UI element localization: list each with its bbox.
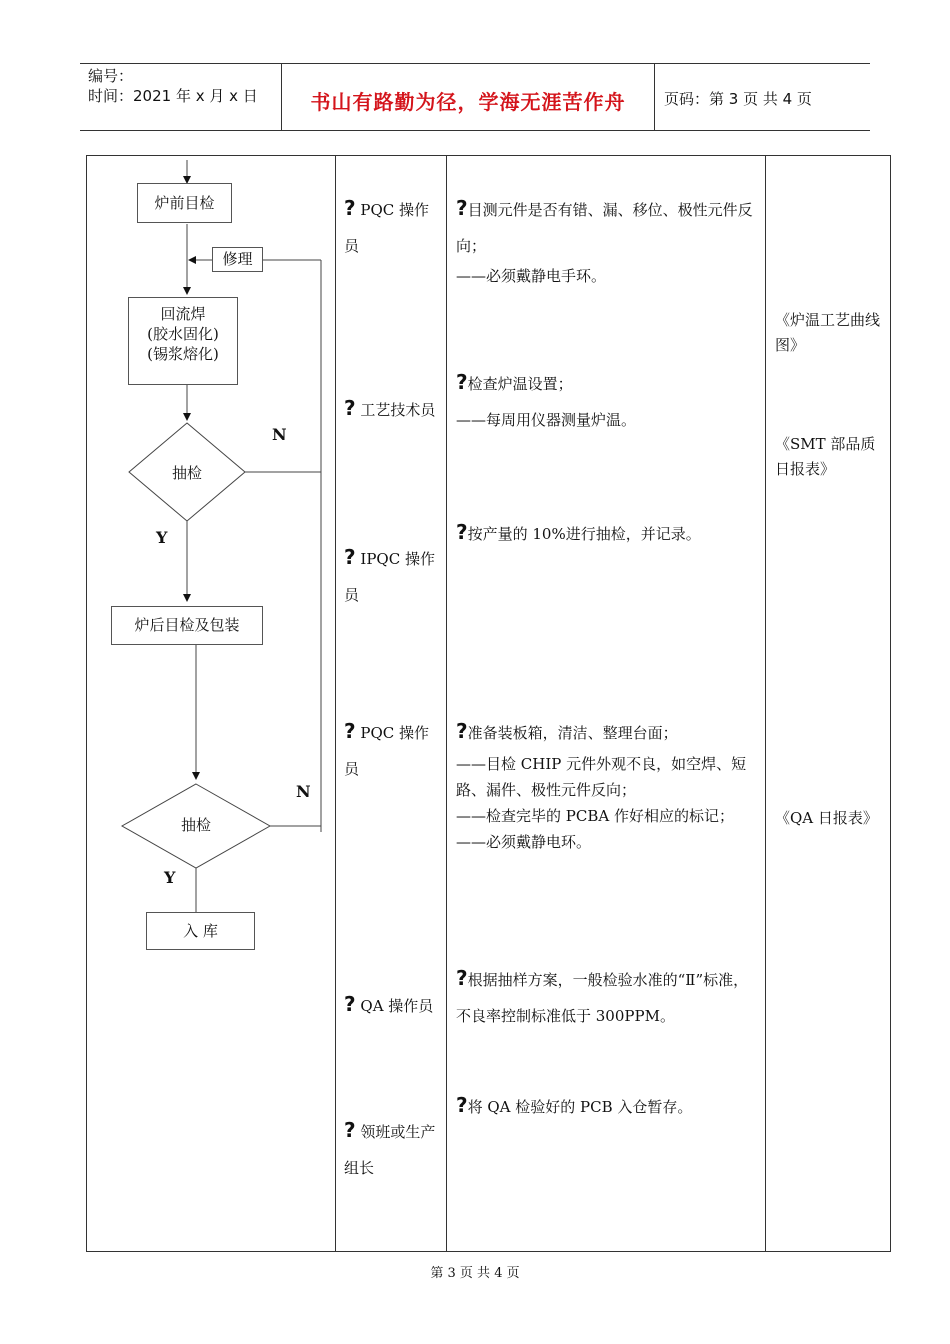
- no-label-2: N: [296, 782, 311, 801]
- reflow-glue-label: (胶水固化): [147, 325, 219, 343]
- role-cell-3: [344, 539, 440, 613]
- reflow-label: 回流焊: [160, 305, 206, 323]
- role-text: QA 操作员: [360, 997, 434, 1015]
- role-text: 领班或生产组长: [344, 1123, 436, 1177]
- question-glyph-icon: ?: [456, 196, 468, 220]
- role-text: PQC 操作员: [344, 724, 430, 778]
- question-glyph-icon: ?: [344, 719, 356, 743]
- content-line: ——必须戴静电手环。: [456, 267, 607, 285]
- content-cell-4: [456, 713, 760, 855]
- role-text: PQC 操作员: [344, 201, 430, 255]
- content-line: 将 QA 检验好的 PCB 入仓暂存。: [467, 1098, 693, 1116]
- content-cell-6: [456, 1087, 760, 1125]
- reflow-box: [128, 297, 238, 385]
- question-glyph-icon: ?: [456, 966, 468, 990]
- yes-label-1: Y: [156, 528, 168, 547]
- role-text: IPQC 操作员: [344, 550, 435, 604]
- content-line: ——目检 CHIP 元件外观不良，如空焊、短路、漏件、极性元件反向；: [456, 755, 747, 799]
- record-cell-3: 《SMT 部品质日报表》: [775, 435, 876, 478]
- reflow-paste-label: (锡浆熔化): [147, 345, 219, 363]
- content-cell-3: [456, 514, 760, 552]
- no-label-1: N: [272, 425, 287, 444]
- question-glyph-icon: ?: [344, 396, 356, 420]
- role-cell-5: [344, 986, 440, 1024]
- repair-label: 修理: [222, 250, 253, 268]
- pre-oven-check-label: 炉前目检: [154, 194, 215, 212]
- role-cell-2: [344, 390, 440, 428]
- content-line: ——必须戴静电环。: [456, 833, 592, 851]
- page-info: 页码：第 3 页 共 4 页: [664, 90, 812, 108]
- content-cell-2: [456, 364, 760, 438]
- question-glyph-icon: ?: [344, 545, 356, 569]
- repair-box: [212, 247, 263, 272]
- content-line: 准备装板箱，清洁、整理台面；: [467, 724, 678, 742]
- motto: 书山有路勤为径，学海无涯苦作舟: [310, 90, 626, 114]
- role-cell-1: [344, 190, 440, 264]
- role-cell-4: [344, 713, 440, 787]
- sampling-diamond-2: 抽检: [180, 816, 211, 834]
- question-glyph-icon: ?: [456, 370, 468, 394]
- content-cell-1: [456, 190, 760, 288]
- question-glyph-icon: ?: [344, 196, 356, 220]
- number-label: 编号：: [88, 67, 134, 85]
- question-glyph-icon: ?: [456, 1093, 468, 1117]
- post-oven-check-box: [111, 606, 263, 645]
- role-text: 工艺技术员: [360, 401, 436, 419]
- content-line: 按产量的 10%进行抽检，并记录。: [467, 525, 701, 543]
- content-line: 检查炉温设置；: [467, 375, 573, 393]
- warehouse-box: [146, 912, 255, 950]
- record-cell-4: 《QA 日报表》: [775, 809, 878, 827]
- question-glyph-icon: ?: [456, 719, 468, 743]
- question-glyph-icon: ?: [344, 992, 356, 1016]
- yes-label-2: Y: [164, 868, 176, 887]
- post-oven-check-label: 炉后目检及包装: [134, 616, 240, 634]
- content-line: ——检查完毕的 PCBA 作好相应的标记；: [456, 807, 734, 825]
- sampling-diamond-1: 抽检: [171, 464, 202, 482]
- warehouse-label: 入 库: [183, 922, 218, 940]
- content-cell-5: [456, 960, 760, 1034]
- content-line: ——每周用仪器测量炉温。: [456, 411, 637, 429]
- content-line: 目测元件是否有错、漏、移位、极性元件反向；: [456, 201, 753, 255]
- page-footer: 第 3 页 共 4 页: [430, 1266, 520, 1281]
- time-label: 时间：2021 年 x 月 x 日: [88, 87, 258, 105]
- question-glyph-icon: ?: [344, 1118, 356, 1142]
- record-cell-2: 《炉温工艺曲线图》: [775, 311, 881, 354]
- pre-oven-check-box: [137, 183, 232, 223]
- question-glyph-icon: ?: [456, 520, 468, 544]
- content-line: 根据抽样方案，一般检验水准的“Ⅱ”标准，不良率控制标准低于 300PPM。: [456, 971, 749, 1025]
- role-cell-6: [344, 1112, 440, 1186]
